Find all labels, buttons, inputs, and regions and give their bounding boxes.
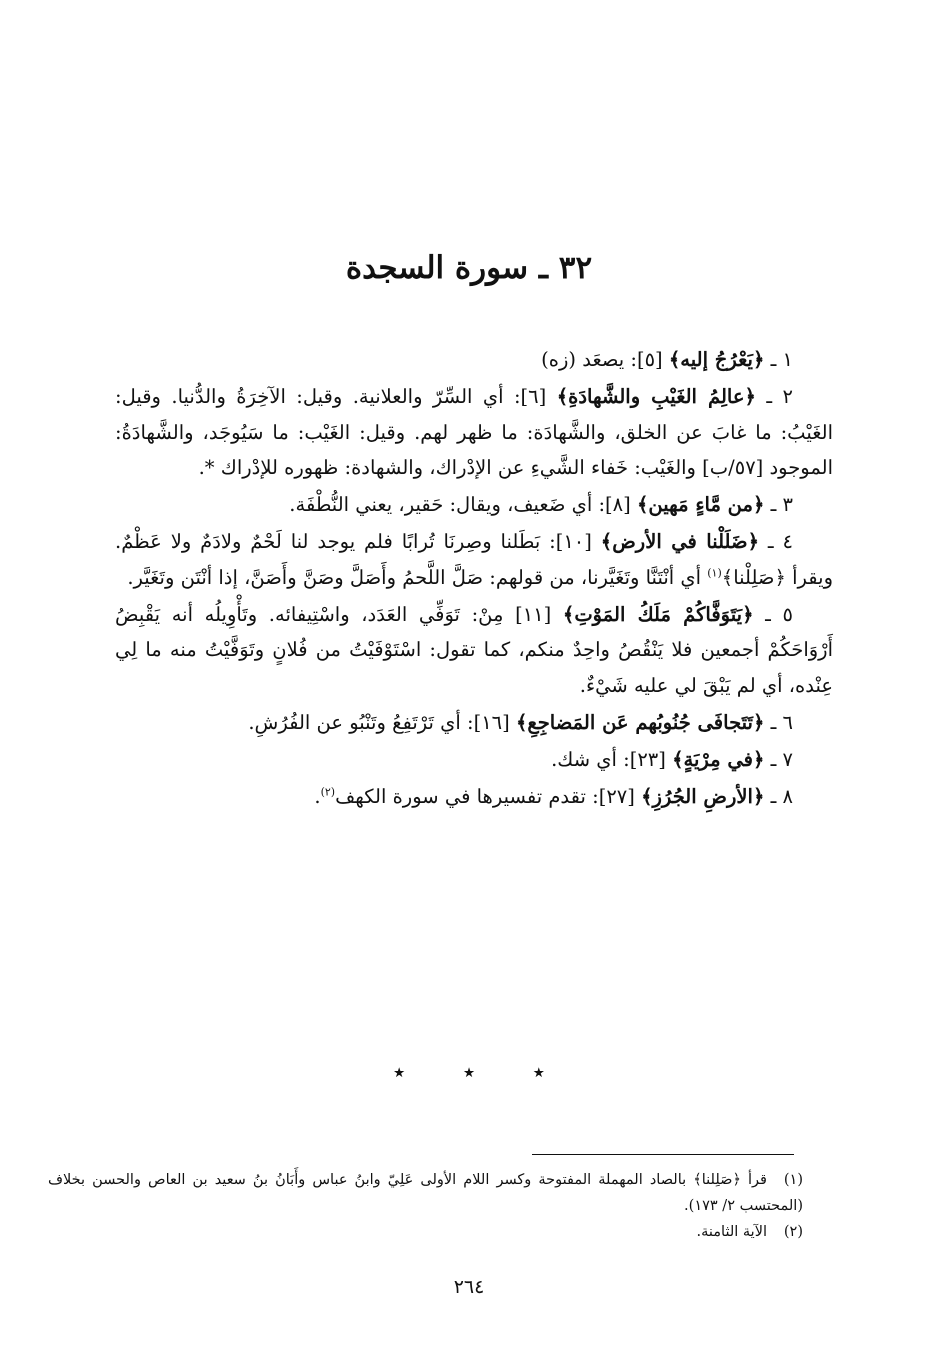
entry-text: [١٠]: بَطَلنا وصِرنَا تُرابًا فلم يوجد لنا لَحْمٌ ولادَمٌ ولا عَظْمٌ. ويقرأ ﴿صَلِلْنا﴾: [115, 530, 833, 589]
footnote-ref-2: (٢): [320, 785, 336, 798]
entry-number: ٦: [782, 710, 793, 734]
entry-keyword: ﴿عالِمُ الغَيْبِ والشَّهادَةِ﴾: [556, 385, 756, 408]
entry-keyword: ﴿تَتَجافَى جُنُوبُهم عَن المَضاجِعِ﴾: [515, 710, 765, 734]
entry-text: [١١] مِنْ: تَوَفِّي العَدَد، واسْتِيفائه. وتَأْوِيلُه أنه يَقْبِضُ أَرْوَاحَكُمْ أجمعين فلا يَنْقُصُ واحِدٌ منكم، كما تقول: اسْتَوْفَيْتُ من فُلانٍ وتَوَفَّيْتُ منه ما لِي عِنْده، أي لم يَبْقَ لي عليه شَيْءٌ.: [115, 602, 833, 697]
entry-text: [١٦]: أي تَرْتَفِعُ وتَنْبُو عن الفُرُشِ.: [248, 710, 516, 734]
footnote-2: [48, 1219, 803, 1245]
entry-number: ٢: [782, 385, 793, 408]
entry-8: ٨ ـ ﴿الأرضِ الجُرُزِ﴾ [٢٧]: تقدم تفسيرها في سورة الكهف$^{(٢)}$.: [314, 784, 793, 808]
footnote-text: قرأ ﴿صَلِلنا﴾ بالصاد المهملة المفتوحة وكسر اللام الأولى عَلِيّ وابنُ عباس وأَبَانُ بنُ سعيد بن العاص والحسن بخلاف (المحتسب ٢/ ١٧٣).: [48, 1172, 803, 1214]
footnote-divider: [532, 1154, 794, 1155]
entry-number: ٥: [782, 602, 793, 626]
entry-number: ٤: [782, 530, 793, 553]
footnote-1: [48, 1167, 803, 1219]
entry-keyword: ﴿يَعْرُجُ إليه﴾: [668, 348, 765, 371]
page-number: ٢٦٤: [453, 1276, 485, 1298]
entry-keyword: ﴿من مَّاءٍ مَهين﴾: [636, 493, 765, 516]
separator-star: ٭: [464, 1062, 474, 1083]
footnote-number: (٢): [783, 1224, 803, 1240]
entry-5: ٥ ـ ﴿يَتَوَفَّاكُمْ مَلَكُ المَوْتِ﴾ [١١] مِنْ: تَوَفِّي العَدَد، واسْتِيفائه. وتَأْوِيلُه أنه يَقْبِضُ أَرْوَاحَكُمْ أجمعين فلا يَنْقُصُ واحِدٌ منكم، كما تقول: اسْتَوْفَيْتُ من فُلانٍ وتَوَفَّيْتُ منه ما لِي عِنْده، أي لم يَبْقَ لي عليه شَيْءٌ.: [115, 602, 833, 697]
surah-title: ٣٢ ـ سورة السجدة: [345, 250, 593, 286]
entry-keyword: ﴿يَتَوَفَّاكُمْ مَلَكُ المَوْتِ﴾: [562, 602, 754, 626]
separator-star: ٭: [394, 1062, 405, 1083]
entry-keyword: ﴿في مِرْيَةٍ﴾: [672, 747, 765, 771]
entry-number: ٧: [782, 747, 793, 771]
entry-2: ٢ ـ ﴿عالِمُ الغَيْبِ والشَّهادَةِ﴾ [٦]: أي السِّرّ والعلانية. وقيل: الآخِرَةُ والدُّنيا. وقيل: الغَيْبُ: ما غابَ عن الخلق، والشَّهادَة: ما ظهر لهم. وقيل: الغَيْب: ما سَيُوجَد، والشَّهادَةُ: الموجود [٥٧/ب] والغَيْب: خَفاء الشَّيءِ عن الإدْراك، والشهادة: ظهوره للإدْراك *.: [115, 385, 833, 479]
footnotes: [48, 1167, 803, 1245]
entry-text: [٥]: يصعَد (زه): [541, 348, 669, 371]
entry-text: [٦]: أي السِّرّ والعلانية. وقيل: الآخِرَةُ والدُّنيا. وقيل: الغَيْبُ: ما غابَ عن الخلق، والشَّهادَة: ما ظهر لهم. وقيل: الغَيْب: ما سَيُوجَد، والشَّهادَةُ: الموجود [٥٧/ب] والغَيْب: خَفاء الشَّيءِ عن الإدْراك، والشهادة: ظهوره للإدْراك *.: [115, 385, 833, 479]
entry-number: ١: [782, 348, 793, 371]
entry-6: ٦ ـ ﴿تَتَجافَى جُنُوبُهم عَن المَضاجِعِ﴾ [١٦]: أي تَرْتَفِعُ وتَنْبُو عن الفُرُشِ.: [248, 710, 793, 734]
section-separator: [0, 1062, 938, 1083]
entry-keyword: ﴿الأرضِ الجُرُزِ﴾: [641, 784, 765, 808]
separator-star: ٭: [533, 1062, 544, 1083]
footnote-text: الآية الثامنة.: [696, 1224, 767, 1240]
footnote-ref-1: (١): [707, 566, 722, 579]
entry-number: ٨: [782, 784, 793, 808]
entry-4: ٤ ـ ﴿ضَلَلْنا في الأرض﴾ [١٠]: بَطَلنا وصِرنَا تُرابًا فلم يوجد لنا لَحْمٌ ولادَمٌ ولا عَظْمٌ. ويقرأ ﴿صَلِلْنا﴾$^{(١)}$ أي أنْتَنَّا وتَغَيَّرنا، من قولهم: صَلَّ اللَّحمُ وأَصَلَّ وصَنَّ وأَصَنَّ، إذا أنْتَن وتَغَيَّر.: [115, 530, 833, 589]
entry-text: [٢٧]: تقدم تفسيرها في سورة الكهف: [335, 784, 642, 808]
entry-text-continued: أي أنْتَنَّا وتَغَيَّرنا، من قولهم: صَلَّ اللَّحمُ وأَصَلَّ وصَنَّ وأَصَنَّ، إذا أنْتَن وتَغَيَّر.: [127, 565, 708, 589]
entry-1: ١ ـ ﴿يَعْرُجُ إليه﴾ [٥]: يصعَد (زه): [541, 348, 793, 371]
entry-text: [٢٣]: أي شك.: [551, 747, 673, 771]
commentary-body: [115, 342, 833, 816]
footnote-number: (١): [783, 1172, 803, 1188]
entry-3: ٣ ـ ﴿من مَّاءٍ مَهين﴾ [٨]: أي ضَعيف، ويقال: حَقير، يعني النُّطْفَة.: [289, 493, 793, 516]
entry-text-continued: .: [314, 784, 321, 808]
entry-number: ٣: [782, 493, 793, 516]
entry-7: ٧ ـ ﴿في مِرْيَةٍ﴾ [٢٣]: أي شك.: [551, 747, 793, 771]
entry-text: [٨]: أي ضَعيف، ويقال: حَقير، يعني النُّطْفَة.: [289, 493, 637, 516]
entry-keyword: ﴿ضَلَلْنا في الأرض﴾: [600, 530, 759, 553]
